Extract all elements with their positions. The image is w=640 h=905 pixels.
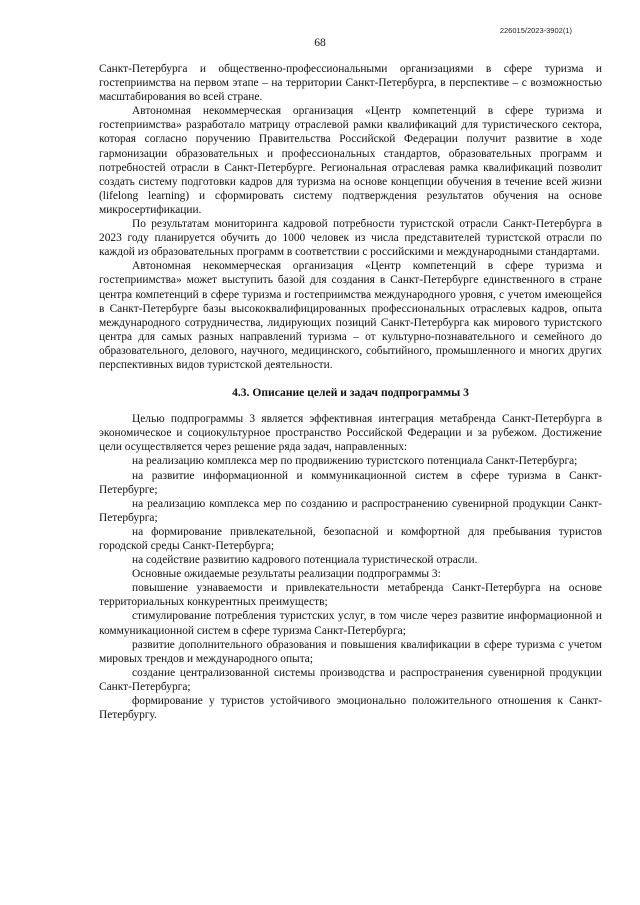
result-item: стимулирование потребления туристских услуг, в том числе через развитие информационной и коммуникационной систем в сфере туризма Санкт-Петербурга; [99,610,602,637]
paragraph-goal: Целью подпрограммы 3 является эффективная интеграция метабренда Санкт-Петербурга в экономическое и социокультурное пространство Российской Федерации и за рубежом. Достижение цели осуществляется через решение ряда задач, направленных: [99,413,602,454]
paragraph-qualification-framework: Автономная некоммерческая организация «Центр компетенций в сфере туризма и гостеприимства» разработало матрицу отраслевой рамки квалификаций для туристического сектора, которая согласно поручению Правительства Российской Федерации получит развитие в ходе гармонизации образовательных и профессиональных стандартов, образовательных программ и потребностей отрасли в Санкт-Петербурге. Региональная отраслевая рамка квалификаций позволит создать систему подготовки кадров для туризма на основе концепции обучения в течение всей жизни (lifelong learning) и сформировать систему подтверждения результатов обучения на основе микросертификации. [99,105,602,216]
task-item: на формирование привлекательной, безопасной и комфортной для пребывания туристов городской среды Санкт-Петербурга; [99,525,602,552]
results-intro: Основные ожидаемые результаты реализации подпрограммы 3: [132,568,441,581]
result-item: создание централизованной системы производства и распространения сувенирной продукции Санкт-Петербурга; [99,666,602,693]
task-item: на содействие развитию кадрового потенциала туристической отрасли. [132,554,478,567]
paragraph-monitoring: По результатам мониторинга кадровой потребности туристской отрасли Санкт-Петербурга в 2023 году планируется обучить до 1000 человек из числа представителей туристской отрасли по каждой из образовательных программ в соответствии с российскими и международными стандартами. [99,218,602,259]
result-item: формирование у туристов устойчивого эмоционально положительного отношения к Санкт-Петербургу. [99,695,602,722]
paragraph-continuation: Санкт-Петербурга и общественно-профессиональными организациями в сфере туризма и гостеприимства на первом этапе – на территории Санкт-Петербурга, в перспективе – с возможностью масштабирования во всей стране. [99,63,602,104]
task-item: на развитие информационной и коммуникационной систем в сфере туризма в Санкт-Петербурге; [99,469,602,496]
task-item: на реализацию комплекса мер по продвижению туристского потенциала Санкт-Петербурга; [132,455,578,468]
document-id: 226015/2023-3902(1) [499,26,572,35]
section-heading: 4.3. Описание целей и задач подпрограммы 3 [232,386,469,400]
document-body [99,62,602,722]
result-item: развитие дополнительного образования и повышения квалификации в сфере туризма с учетом мировых трендов и международного опыта; [99,638,602,665]
result-item: повышение узнаваемости и привлекательности метабренда Санкт-Петербурга на основе территориальных конкурентных преимуществ; [99,582,602,609]
page-number: 68 [314,37,326,49]
task-item: на реализацию комплекса мер по созданию и распространению сувенирной продукции Санкт-Петербурга; [99,497,602,524]
paragraph-competence-center: Автономная некоммерческая организация «Центр компетенций в сфере туризма и гостеприимства» может выступить базой для создания в Санкт-Петербурге единственного в стране центра компетенций в сфере туризма и гостеприимства международного уровня, с учетом имеющейся в Санкт-Петербурге базы высококвалифицированных профессиональных отраслевых кадров, опыта международного сотрудничества, лидирующих позиций Санкт-Петербурга как мирового туристского центра для самых разных направлений туризма – от культурно-познавательного и семейного до образовательного, делового, научного, медицинского, событийного, промышленного и многих других перспективных видов туристской деятельности. [99,260,602,371]
